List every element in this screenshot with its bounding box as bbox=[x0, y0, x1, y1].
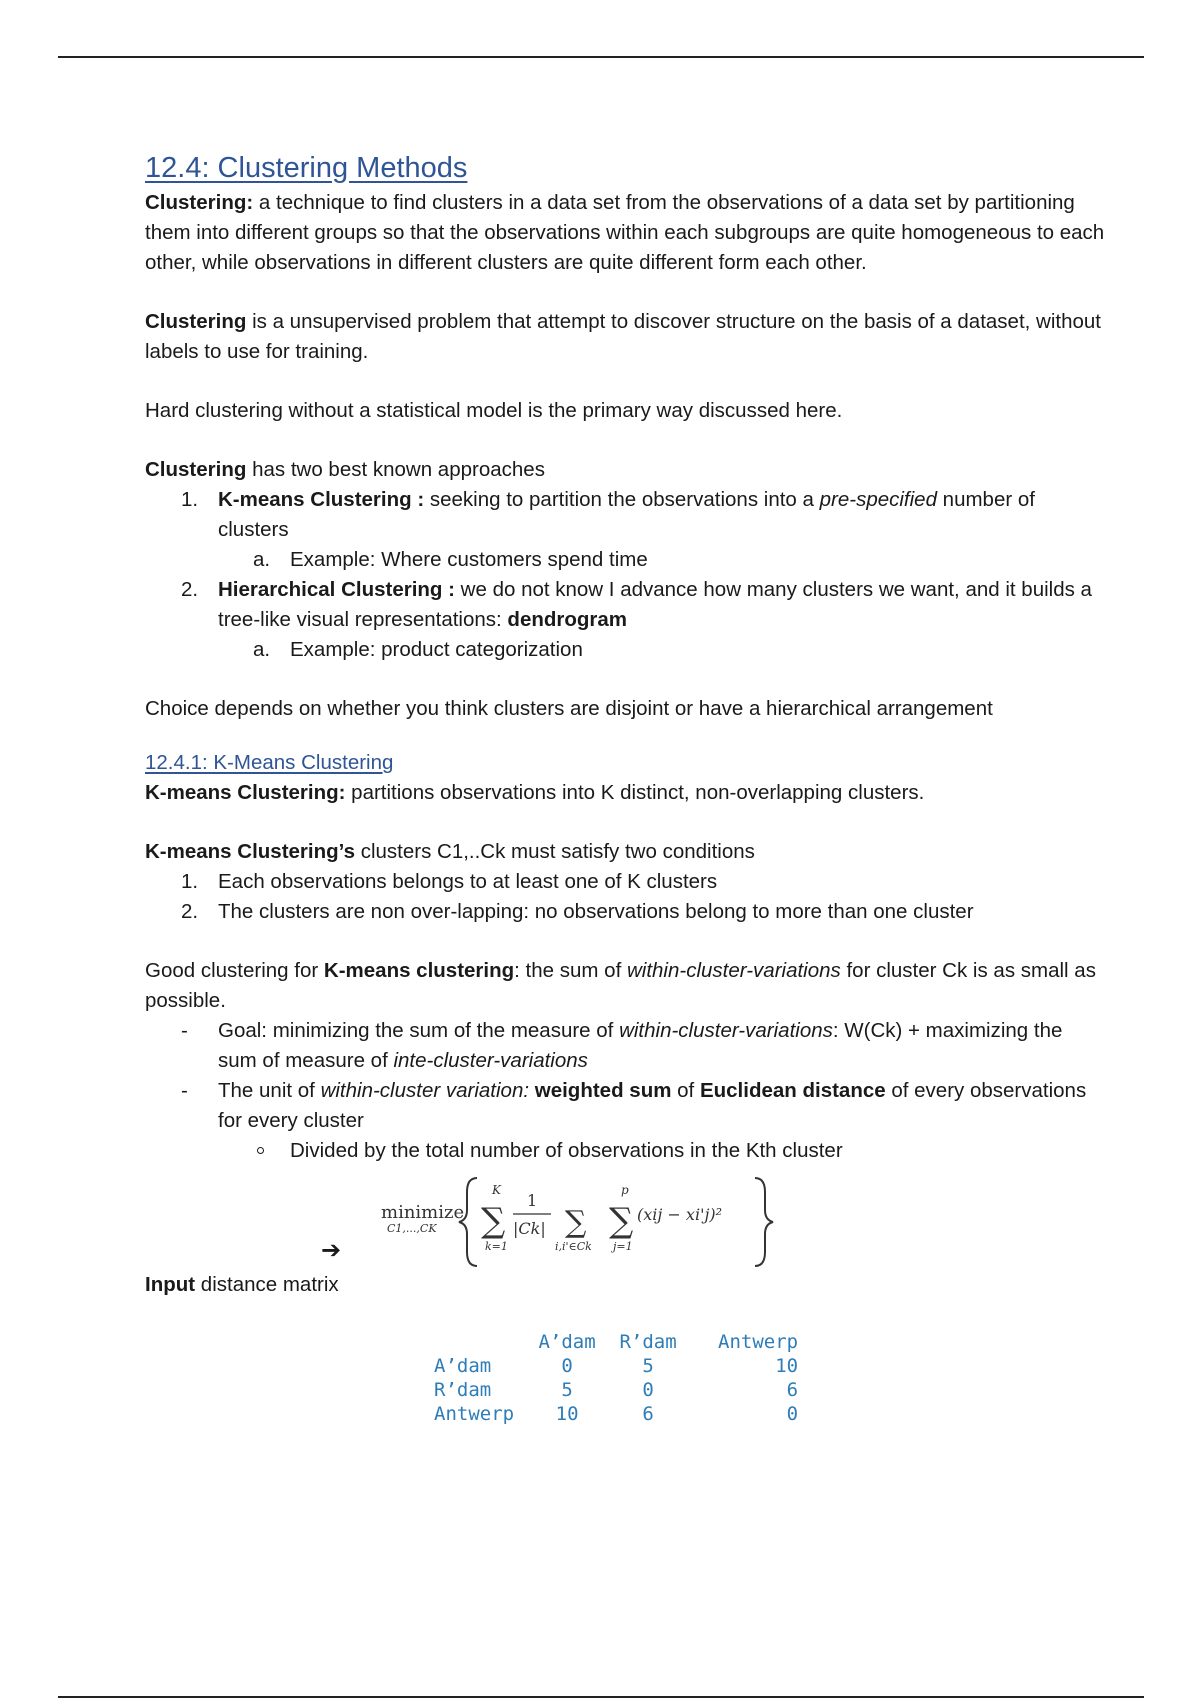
top-rule bbox=[58, 56, 1144, 58]
unit-sub-bullet bbox=[145, 1136, 1105, 1166]
circle-bullet-icon bbox=[257, 1147, 264, 1154]
sublist-letter: a. bbox=[253, 548, 271, 571]
sum-top: K bbox=[492, 1183, 501, 1197]
good-text-after: for cluster Ck is as small as possible. bbox=[145, 959, 1096, 1012]
good-text: Good clustering for bbox=[145, 959, 324, 982]
matrix-cell: 6 bbox=[786, 1379, 799, 1401]
approaches-term: Clustering bbox=[145, 458, 247, 481]
condition-item bbox=[145, 867, 1105, 897]
approaches-intro bbox=[145, 455, 1105, 485]
formula-under: C1,...,CK bbox=[387, 1222, 437, 1235]
approach-italic: pre-specified bbox=[819, 488, 937, 511]
bullet-text-mid: of bbox=[671, 1079, 700, 1102]
approach-hierarchical bbox=[145, 575, 1105, 635]
condition-text: Each observations belongs to at least one of K clusters bbox=[218, 870, 718, 893]
sum3-bottom: j=1 bbox=[613, 1240, 633, 1253]
matrix-col-header: Antwerp bbox=[718, 1331, 799, 1353]
kmeans-term: K-means Clustering: bbox=[145, 781, 346, 804]
bottom-rule bbox=[58, 1696, 1144, 1698]
clustering-definition bbox=[145, 188, 1105, 278]
approaches-text: has two best known approaches bbox=[246, 458, 545, 481]
dash-bullet: - bbox=[181, 1019, 188, 1042]
arrow-icon: ➔ bbox=[321, 1237, 342, 1264]
approach-kmeans bbox=[145, 485, 1105, 545]
sum3-symbol: ∑ bbox=[609, 1201, 634, 1241]
unit-bullet bbox=[145, 1076, 1105, 1136]
matrix-cell: 10 bbox=[775, 1355, 799, 1377]
bullet-text: The unit of bbox=[218, 1079, 321, 1102]
bullet-text: Goal: minimizing the sum of the measure of bbox=[218, 1019, 620, 1042]
sum-symbol: ∑ bbox=[481, 1201, 506, 1241]
good-term: K-means clustering bbox=[323, 959, 515, 982]
left-brace bbox=[459, 1178, 477, 1266]
hard-clustering-paragraph: Hard clustering without a statistical model is the primary way discussed here. bbox=[145, 399, 843, 422]
matrix-cell: 6 bbox=[642, 1403, 654, 1425]
formula-term: (xij − xi'j)² bbox=[637, 1205, 723, 1224]
matrix-cell: 0 bbox=[642, 1379, 654, 1401]
matrix-cell: 5 bbox=[561, 1379, 573, 1401]
matrix-corner bbox=[434, 1330, 536, 1354]
condition-text: The clusters are non over-lapping: no observations belong to more than one cluster bbox=[218, 900, 974, 923]
condition-item bbox=[145, 897, 1105, 927]
matrix-row bbox=[434, 1378, 798, 1402]
right-brace bbox=[755, 1178, 773, 1266]
conditions-intro bbox=[145, 837, 1105, 867]
bullet-italic: within-cluster variation: bbox=[320, 1079, 530, 1102]
conditions-term: K-means Clustering’s bbox=[145, 840, 355, 863]
bullet-bold: Euclidean distance bbox=[699, 1079, 886, 1102]
bullet-italic: inte-cluster-variations bbox=[393, 1049, 588, 1072]
sum-bottom: k=1 bbox=[485, 1240, 508, 1253]
bullet-text-after: of every observations for every cluster bbox=[218, 1079, 1087, 1132]
kmeans-objective-formula bbox=[381, 1170, 1105, 1270]
approach-hierarchical-example bbox=[145, 635, 1105, 665]
input-paragraph bbox=[145, 1270, 1105, 1300]
document-body bbox=[145, 148, 1105, 1300]
dash-bullet: - bbox=[181, 1079, 188, 1102]
section-title: 12.4: Clustering Methods bbox=[145, 152, 468, 184]
matrix-row-header: A’dam bbox=[434, 1355, 492, 1377]
sum3-top: p bbox=[621, 1183, 629, 1197]
matrix-row bbox=[434, 1354, 798, 1378]
formula-svg bbox=[381, 1170, 801, 1270]
input-term: Input bbox=[145, 1273, 196, 1296]
matrix-row-header: Antwerp bbox=[434, 1403, 515, 1425]
input-text: distance matrix bbox=[195, 1273, 339, 1296]
matrix-header-row bbox=[434, 1330, 798, 1354]
goal-bullets bbox=[145, 1016, 1105, 1166]
good-text-mid: : the sum of bbox=[514, 959, 627, 982]
sub-bullet-text: Divided by the total number of observations in the Kth cluster bbox=[290, 1139, 843, 1162]
dendrogram-term: dendrogram bbox=[507, 608, 628, 631]
good-clustering-paragraph bbox=[145, 956, 1105, 1016]
matrix-cell: 0 bbox=[561, 1355, 573, 1377]
matrix-cell: 10 bbox=[555, 1403, 579, 1425]
bullet-text-mid: : W(Ck) + maximizing the sum of measure of bbox=[218, 1019, 1063, 1072]
list-number: 1. bbox=[181, 870, 199, 893]
sum2-bottom: i,i'∈Ck bbox=[555, 1240, 592, 1253]
conditions-list bbox=[145, 867, 1105, 927]
matrix-col-header: A’dam bbox=[538, 1331, 596, 1353]
definition-text: a technique to find clusters in a data set from the observations of a data set by partitioning them into different groups so that the observations within each subgroups are quite homogeneous to each other, while observations in different clusters are quite different form each other. bbox=[145, 191, 1105, 274]
goal-bullet bbox=[145, 1016, 1105, 1076]
unsupervised-text: is a unsupervised problem that attempt to discover structure on the basis of a dataset, without labels to use for training. bbox=[145, 310, 1101, 363]
example-text: Example: product categorization bbox=[290, 638, 583, 661]
approach-text: we do not know I advance how many clusters we want, and it builds a tree-like visual representations: bbox=[218, 578, 1092, 631]
bullet-italic: within-cluster-variations bbox=[619, 1019, 833, 1042]
approach-kmeans-example bbox=[145, 545, 1105, 575]
approaches-list bbox=[145, 485, 1105, 665]
list-number: 2. bbox=[181, 900, 199, 923]
sublist-letter: a. bbox=[253, 638, 271, 661]
unsupervised-term: Clustering bbox=[145, 310, 247, 333]
kmeans-text: partitions observations into K distinct, non-overlapping clusters. bbox=[345, 781, 925, 804]
list-number: 2. bbox=[181, 578, 199, 601]
list-number: 1. bbox=[181, 488, 199, 511]
formula-minimize: minimize bbox=[381, 1202, 465, 1223]
choice-paragraph: Choice depends on whether you think clusters are disjoint or have a hierarchical arrangement bbox=[145, 697, 993, 720]
matrix-row-header: R’dam bbox=[434, 1379, 492, 1401]
approach-term: K-means Clustering : bbox=[218, 488, 425, 511]
kmeans-definition bbox=[145, 778, 1105, 808]
bullet-bold: weighted sum bbox=[529, 1079, 672, 1102]
approach-text: seeking to partition the observations into a bbox=[424, 488, 820, 511]
matrix-col-header: R’dam bbox=[619, 1331, 677, 1353]
matrix-cell: 0 bbox=[786, 1403, 799, 1425]
good-italic: within-cluster-variations bbox=[626, 959, 841, 982]
frac-den: |Ck| bbox=[513, 1219, 546, 1238]
matrix-cell: 5 bbox=[642, 1355, 654, 1377]
subsection-title: 12.4.1: K-Means Clustering bbox=[145, 751, 394, 774]
sum2-symbol: ∑ bbox=[565, 1205, 587, 1240]
conditions-text: clusters C1,..Ck must satisfy two conditions bbox=[355, 840, 755, 863]
distance-matrix bbox=[434, 1330, 798, 1426]
matrix-row bbox=[434, 1402, 798, 1426]
approach-term: Hierarchical Clustering : bbox=[218, 578, 455, 601]
unsupervised-paragraph bbox=[145, 307, 1105, 367]
approach-text-after: number of clusters bbox=[218, 488, 1035, 541]
definition-term: Clustering: bbox=[145, 191, 254, 214]
frac-num: 1 bbox=[527, 1191, 538, 1210]
example-text: Example: Where customers spend time bbox=[290, 548, 648, 571]
